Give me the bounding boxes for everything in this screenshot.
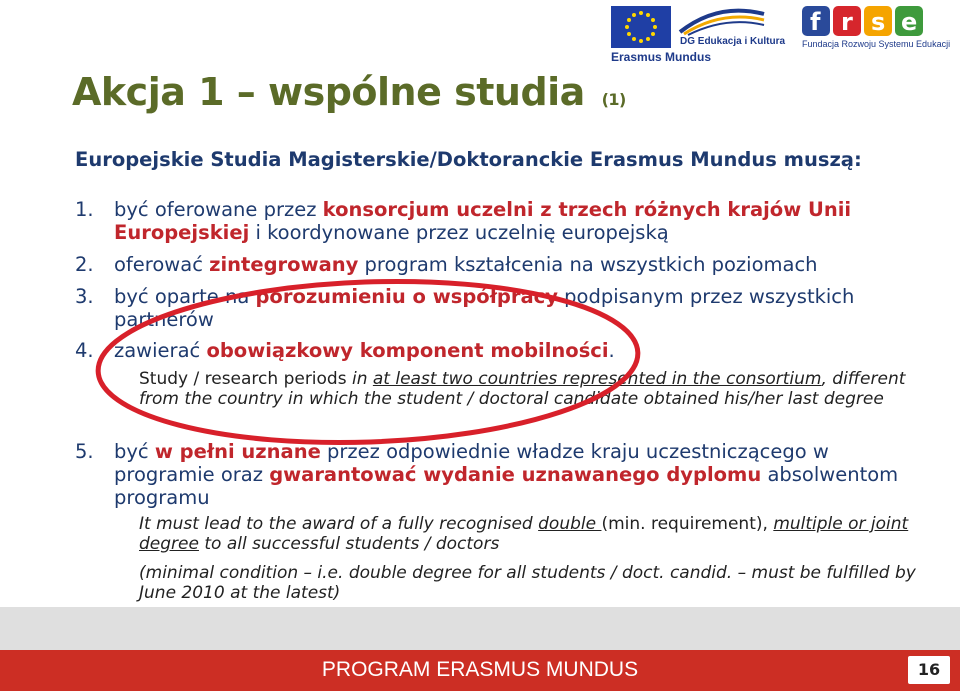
highlight-ellipse — [93, 277, 643, 452]
svg-text:r: r — [841, 8, 853, 36]
frse-label: Fundacja Rozwoju Systemu Edukacji — [802, 39, 951, 49]
eu-flag-logo — [611, 6, 671, 48]
slide-title-main: Akcja 1 – wspólne studia — [72, 70, 585, 114]
svg-text:s: s — [871, 8, 886, 36]
slide-title-number: (1) — [601, 90, 626, 109]
erasmus-mundus-label: Erasmus Mundus — [611, 50, 712, 64]
page-number: 16 — [908, 656, 950, 684]
svg-text:f: f — [810, 8, 821, 36]
frse-logo — [800, 4, 930, 38]
dg-swoosh-logo — [678, 6, 768, 36]
svg-text:e: e — [901, 8, 918, 36]
list-item-5-detail-a: It must lead to the award of a fully recognised double (min. requirement), multiple or joint degree to all successful students / doctors — [139, 514, 909, 554]
list-item-5-detail-b: (minimal condition – i.e. double degree for all students / doct. candid. – must be fulfilled by June 2010 at the latest) — [139, 563, 916, 603]
list-item-4-detail: Study / research periods in at least two countries represented in the consortium, different from the country in which the student / doctoral candidate obtained his/her last degree — [139, 369, 906, 409]
dg-label: DG Edukacja i Kultura — [680, 36, 786, 47]
footer-program-name: PROGRAM ERASMUS MUNDUS — [321, 658, 639, 681]
slide-title — [72, 70, 626, 114]
footer-bar — [0, 650, 960, 691]
footer-band — [0, 607, 960, 650]
slide-subtitle: Europejskie Studia Magisterskie/Doktoranckie Erasmus Mundus muszą: — [75, 148, 862, 171]
